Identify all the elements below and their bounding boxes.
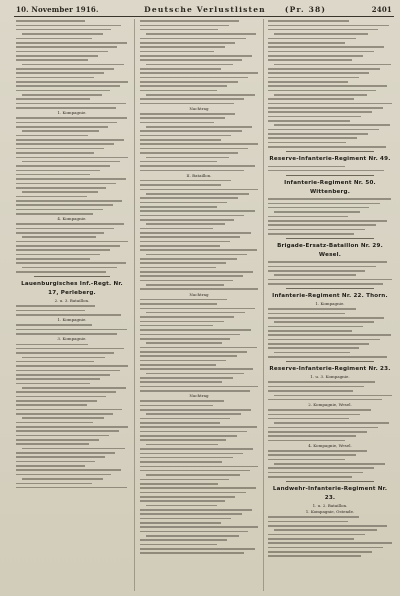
casualty-entry <box>268 282 392 286</box>
casualty-entry <box>16 261 128 265</box>
casualty-entry <box>268 169 392 173</box>
casualty-entry <box>16 84 128 88</box>
column-divider <box>263 19 264 591</box>
unit-subheading: 4. Kompagnie. <box>57 216 87 222</box>
header-date: 10. November 1916. <box>16 4 99 14</box>
unit-subheading: 1. Kompagnie. <box>57 110 87 116</box>
unit-subheading: 3. Kompagnie. <box>57 336 87 342</box>
casualty-entry <box>16 116 128 120</box>
casualty-entry <box>140 97 258 101</box>
regiment-heading: Landwehr-Infanterie-Regiment Nr. 23. <box>272 486 388 502</box>
casualty-entry <box>140 129 258 133</box>
unit-subheading: 1. u. 2. Bataillon. <box>312 503 348 509</box>
casualty-entry <box>268 380 392 384</box>
casualty-entry <box>268 541 392 545</box>
regiment-heading: Infanterie-Regiment Nr. 22. Thorn. <box>272 293 388 300</box>
casualty-entry <box>16 486 128 490</box>
page-number: 2401 <box>371 4 392 14</box>
regiment-heading: Lauenburgisches Inf.-Regt. Nr. 17, Perleberg. <box>21 281 123 297</box>
unit-subheading: 2. Kompagnie, Wesel. <box>308 402 352 407</box>
regiment-heading: Infanterie-Regiment Nr. 50. Wittenberg. <box>284 180 376 195</box>
unit-subheading: 1. Kompagnie, Ostende. <box>305 509 355 515</box>
publication-title: Deutsche Verlustlisten <box>144 4 266 14</box>
casualty-entry <box>268 84 392 88</box>
unit-subheading: 1. Kompagnie. <box>315 301 345 307</box>
casualty-entry <box>140 235 258 239</box>
casualty-entry <box>268 320 392 324</box>
casualty-entry <box>268 355 392 359</box>
header-title <box>144 5 326 14</box>
casualty-entry <box>140 142 258 146</box>
unit-subheading: 1. Kompagnie. <box>57 317 87 323</box>
text-column-1 <box>16 19 128 591</box>
casualty-entry <box>140 551 258 555</box>
text-column-3 <box>268 19 392 591</box>
casualty-entry <box>140 412 258 416</box>
section-rule <box>286 481 374 482</box>
casualty-entry <box>16 142 128 146</box>
section-rule <box>286 175 374 176</box>
section-rule <box>34 276 110 277</box>
unit-subheading: II. Bataillon. <box>186 172 212 178</box>
casualty-entry <box>268 528 392 532</box>
unit-subheading: 4. Kompagnie, Wesel. <box>308 442 352 448</box>
column-divider <box>134 19 135 591</box>
casualty-entry <box>140 525 258 529</box>
casualty-entry <box>140 248 258 252</box>
casualty-entry <box>268 333 392 337</box>
casualty-entry <box>268 123 392 127</box>
section-rule <box>286 361 374 362</box>
casualty-entry <box>16 468 128 472</box>
regiment-heading: Brigade-Ersatz-Bataillon Nr. 29. Wesel. <box>277 243 383 259</box>
casualty-entry <box>16 270 128 274</box>
regiment-heading: Reserve-Infanterie-Regiment Nr. 23. <box>269 366 391 373</box>
text-column-2 <box>140 19 258 591</box>
section-rule <box>286 238 374 239</box>
issue-number: (Pr. 38) <box>284 4 327 14</box>
unit-subheading: 1. u. 3. Kompagnie. <box>310 374 350 380</box>
unit-subheading: Nachtrag <box>189 291 209 297</box>
casualty-entry <box>140 425 258 429</box>
casualty-entry <box>268 145 392 149</box>
header-rule <box>14 16 394 17</box>
section-rule <box>286 288 374 289</box>
casualty-entry <box>140 274 258 278</box>
section-rule <box>286 151 374 152</box>
unit-subheading: 2. u. 3. Bataillon. <box>54 298 90 304</box>
casualty-entry <box>268 554 392 558</box>
unit-subheading: Nachtrag <box>189 105 209 111</box>
regiment-heading: Reserve-Infanterie-Regiment Nr. 49. <box>269 156 391 163</box>
casualty-entry <box>140 287 258 291</box>
unit-subheading: Nachtrag <box>189 393 209 399</box>
casualty-entry <box>268 475 392 479</box>
page-header <box>16 2 392 16</box>
casualty-entry <box>268 232 392 236</box>
casualty-entry <box>16 429 128 433</box>
